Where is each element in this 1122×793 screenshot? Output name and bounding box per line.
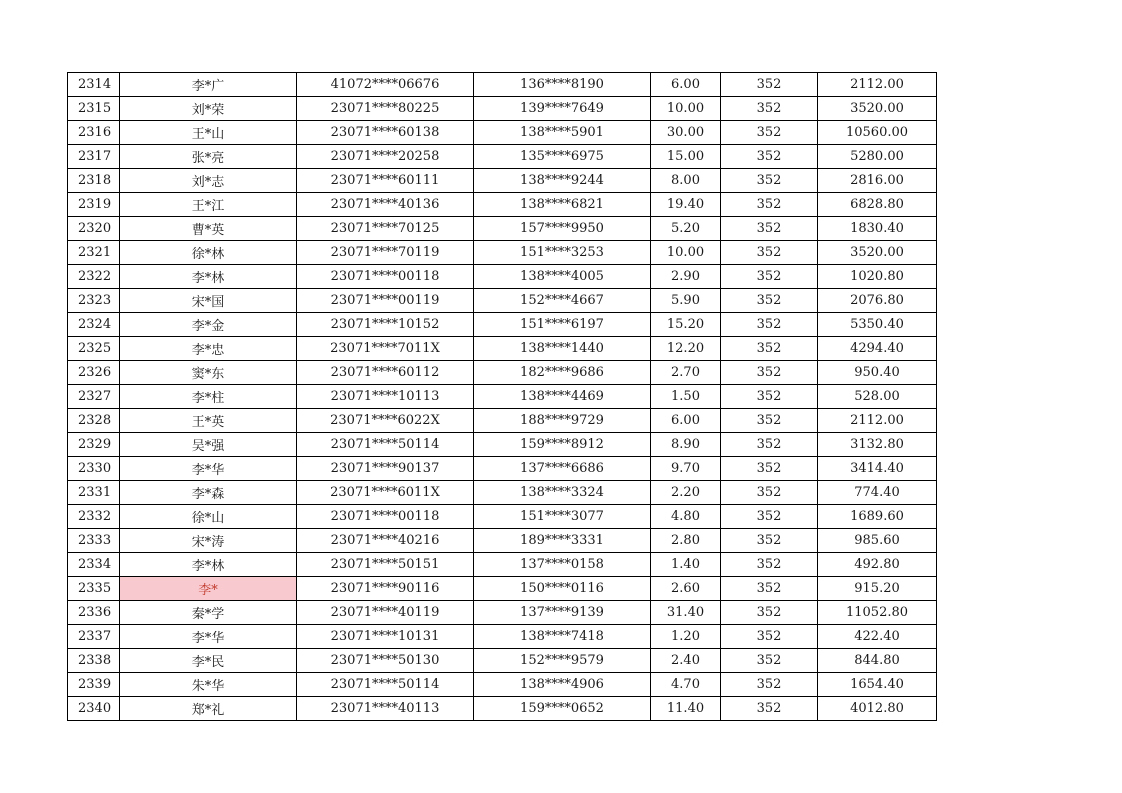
table-row: [68, 97, 937, 121]
table-row: [68, 241, 937, 265]
area-cell: 2.40: [651, 649, 721, 673]
id-number-cell: 23071****7011X: [297, 337, 474, 361]
amount-cell: 5350.40: [818, 313, 937, 337]
id-number-cell: 23071****80225: [297, 97, 474, 121]
name-cell: 李*柱: [120, 385, 297, 409]
area-cell: 2.90: [651, 265, 721, 289]
table-row: [68, 121, 937, 145]
id-number-cell: 23071****60112: [297, 361, 474, 385]
id-number-cell: 23071****70119: [297, 241, 474, 265]
name-cell: 曹*英: [120, 217, 297, 241]
amount-cell: 492.80: [818, 553, 937, 577]
table-row: [68, 577, 937, 601]
table-row: [68, 625, 937, 649]
row-number-cell: 2319: [68, 193, 120, 217]
id-number-cell: 23071****40136: [297, 193, 474, 217]
rate-cell: 352: [721, 193, 818, 217]
amount-cell: 985.60: [818, 529, 937, 553]
table-row: [68, 409, 937, 433]
amount-cell: 2112.00: [818, 73, 937, 97]
phone-cell: 138****4906: [474, 673, 651, 697]
phone-cell: 138****4469: [474, 385, 651, 409]
phone-cell: 138****3324: [474, 481, 651, 505]
table-row: [68, 481, 937, 505]
area-cell: 1.20: [651, 625, 721, 649]
row-number-cell: 2332: [68, 505, 120, 529]
rate-cell: 352: [721, 169, 818, 193]
row-number-cell: 2314: [68, 73, 120, 97]
table-row: [68, 697, 937, 721]
rate-cell: 352: [721, 625, 818, 649]
amount-cell: 2112.00: [818, 409, 937, 433]
table-row: [68, 457, 937, 481]
id-number-cell: 23071****10113: [297, 385, 474, 409]
id-number-cell: 23071****60111: [297, 169, 474, 193]
amount-cell: 2816.00: [818, 169, 937, 193]
row-number-cell: 2334: [68, 553, 120, 577]
phone-cell: 137****9139: [474, 601, 651, 625]
row-number-cell: 2338: [68, 649, 120, 673]
phone-cell: 152****4667: [474, 289, 651, 313]
name-cell: 李*华: [120, 625, 297, 649]
name-cell: 郑*礼: [120, 697, 297, 721]
rate-cell: 352: [721, 241, 818, 265]
id-number-cell: 23071****40119: [297, 601, 474, 625]
rate-cell: 352: [721, 289, 818, 313]
row-number-cell: 2326: [68, 361, 120, 385]
area-cell: 15.00: [651, 145, 721, 169]
id-number-cell: 23071****6022X: [297, 409, 474, 433]
name-cell: 李*: [120, 577, 297, 601]
rate-cell: 352: [721, 457, 818, 481]
amount-cell: 1689.60: [818, 505, 937, 529]
rate-cell: 352: [721, 481, 818, 505]
amount-cell: 1830.40: [818, 217, 937, 241]
name-cell: 宋*涛: [120, 529, 297, 553]
row-number-cell: 2337: [68, 625, 120, 649]
rate-cell: 352: [721, 97, 818, 121]
area-cell: 1.50: [651, 385, 721, 409]
table-row: [68, 265, 937, 289]
phone-cell: 138****7418: [474, 625, 651, 649]
amount-cell: 11052.80: [818, 601, 937, 625]
id-number-cell: 23071****50130: [297, 649, 474, 673]
amount-cell: 1654.40: [818, 673, 937, 697]
row-number-cell: 2336: [68, 601, 120, 625]
rate-cell: 352: [721, 73, 818, 97]
phone-cell: 188****9729: [474, 409, 651, 433]
rate-cell: 352: [721, 385, 818, 409]
table-body: [68, 73, 937, 721]
area-cell: 2.20: [651, 481, 721, 505]
phone-cell: 138****4005: [474, 265, 651, 289]
rate-cell: 352: [721, 673, 818, 697]
table-row: [68, 313, 937, 337]
id-number-cell: 23071****60138: [297, 121, 474, 145]
row-number-cell: 2324: [68, 313, 120, 337]
amount-cell: 1020.80: [818, 265, 937, 289]
row-number-cell: 2321: [68, 241, 120, 265]
name-cell: 李*忠: [120, 337, 297, 361]
row-number-cell: 2340: [68, 697, 120, 721]
row-number-cell: 2328: [68, 409, 120, 433]
id-number-cell: 23071****90116: [297, 577, 474, 601]
amount-cell: 915.20: [818, 577, 937, 601]
table-row: [68, 649, 937, 673]
phone-cell: 138****1440: [474, 337, 651, 361]
rate-cell: 352: [721, 337, 818, 361]
data-table: [67, 72, 937, 721]
area-cell: 31.40: [651, 601, 721, 625]
phone-cell: 150****0116: [474, 577, 651, 601]
phone-cell: 159****0652: [474, 697, 651, 721]
row-number-cell: 2322: [68, 265, 120, 289]
area-cell: 5.20: [651, 217, 721, 241]
table-row: [68, 193, 937, 217]
amount-cell: 950.40: [818, 361, 937, 385]
amount-cell: 3414.40: [818, 457, 937, 481]
name-cell: 吴*强: [120, 433, 297, 457]
phone-cell: 138****6821: [474, 193, 651, 217]
id-number-cell: 23071****50151: [297, 553, 474, 577]
id-number-cell: 23071****20258: [297, 145, 474, 169]
name-cell: 秦*学: [120, 601, 297, 625]
amount-cell: 10560.00: [818, 121, 937, 145]
area-cell: 15.20: [651, 313, 721, 337]
rate-cell: 352: [721, 145, 818, 169]
name-cell: 宋*国: [120, 289, 297, 313]
rate-cell: 352: [721, 553, 818, 577]
phone-cell: 137****6686: [474, 457, 651, 481]
name-cell: 李*广: [120, 73, 297, 97]
amount-cell: 6828.80: [818, 193, 937, 217]
id-number-cell: 23071****40113: [297, 697, 474, 721]
row-number-cell: 2317: [68, 145, 120, 169]
id-number-cell: 23071****10131: [297, 625, 474, 649]
phone-cell: 159****8912: [474, 433, 651, 457]
area-cell: 8.90: [651, 433, 721, 457]
table-row: [68, 505, 937, 529]
amount-cell: 5280.00: [818, 145, 937, 169]
rate-cell: 352: [721, 121, 818, 145]
id-number-cell: 23071****6011X: [297, 481, 474, 505]
rate-cell: 352: [721, 217, 818, 241]
area-cell: 10.00: [651, 241, 721, 265]
phone-cell: 151****3077: [474, 505, 651, 529]
phone-cell: 137****0158: [474, 553, 651, 577]
area-cell: 4.80: [651, 505, 721, 529]
phone-cell: 182****9686: [474, 361, 651, 385]
name-cell: 朱*华: [120, 673, 297, 697]
table-row: [68, 145, 937, 169]
area-cell: 8.00: [651, 169, 721, 193]
row-number-cell: 2333: [68, 529, 120, 553]
area-cell: 30.00: [651, 121, 721, 145]
row-number-cell: 2335: [68, 577, 120, 601]
name-cell: 李*林: [120, 553, 297, 577]
area-cell: 19.40: [651, 193, 721, 217]
table-row: [68, 601, 937, 625]
table-row: [68, 361, 937, 385]
name-cell: 刘*荣: [120, 97, 297, 121]
id-number-cell: 23071****90137: [297, 457, 474, 481]
rate-cell: 352: [721, 265, 818, 289]
area-cell: 2.60: [651, 577, 721, 601]
id-number-cell: 23071****50114: [297, 433, 474, 457]
amount-cell: 3520.00: [818, 97, 937, 121]
name-cell: 刘*志: [120, 169, 297, 193]
id-number-cell: 23071****00119: [297, 289, 474, 313]
rate-cell: 352: [721, 649, 818, 673]
name-cell: 窦*东: [120, 361, 297, 385]
amount-cell: 528.00: [818, 385, 937, 409]
name-cell: 李*森: [120, 481, 297, 505]
row-number-cell: 2330: [68, 457, 120, 481]
area-cell: 4.70: [651, 673, 721, 697]
table-row: [68, 385, 937, 409]
id-number-cell: 23071****50114: [297, 673, 474, 697]
area-cell: 12.20: [651, 337, 721, 361]
area-cell: 6.00: [651, 73, 721, 97]
name-cell: 徐*林: [120, 241, 297, 265]
name-cell: 王*英: [120, 409, 297, 433]
phone-cell: 157****9950: [474, 217, 651, 241]
name-cell: 张*亮: [120, 145, 297, 169]
amount-cell: 422.40: [818, 625, 937, 649]
phone-cell: 139****7649: [474, 97, 651, 121]
row-number-cell: 2320: [68, 217, 120, 241]
row-number-cell: 2339: [68, 673, 120, 697]
area-cell: 11.40: [651, 697, 721, 721]
name-cell: 李*华: [120, 457, 297, 481]
id-number-cell: 23071****10152: [297, 313, 474, 337]
row-number-cell: 2323: [68, 289, 120, 313]
table-row: [68, 337, 937, 361]
phone-cell: 152****9579: [474, 649, 651, 673]
id-number-cell: 23071****00118: [297, 265, 474, 289]
id-number-cell: 41072****06676: [297, 73, 474, 97]
rate-cell: 352: [721, 409, 818, 433]
table-row: [68, 217, 937, 241]
area-cell: 9.70: [651, 457, 721, 481]
row-number-cell: 2331: [68, 481, 120, 505]
phone-cell: 151****6197: [474, 313, 651, 337]
area-cell: 1.40: [651, 553, 721, 577]
amount-cell: 4294.40: [818, 337, 937, 361]
amount-cell: 4012.80: [818, 697, 937, 721]
phone-cell: 138****5901: [474, 121, 651, 145]
amount-cell: 3520.00: [818, 241, 937, 265]
id-number-cell: 23071****40216: [297, 529, 474, 553]
table-row: [68, 673, 937, 697]
name-cell: 李*民: [120, 649, 297, 673]
rate-cell: 352: [721, 505, 818, 529]
rate-cell: 352: [721, 529, 818, 553]
area-cell: 2.70: [651, 361, 721, 385]
phone-cell: 189****3331: [474, 529, 651, 553]
amount-cell: 2076.80: [818, 289, 937, 313]
name-cell: 王*江: [120, 193, 297, 217]
table-row: [68, 289, 937, 313]
table-row: [68, 169, 937, 193]
phone-cell: 138****9244: [474, 169, 651, 193]
area-cell: 6.00: [651, 409, 721, 433]
phone-cell: 136****8190: [474, 73, 651, 97]
row-number-cell: 2327: [68, 385, 120, 409]
rate-cell: 352: [721, 433, 818, 457]
name-cell: 王*山: [120, 121, 297, 145]
rate-cell: 352: [721, 697, 818, 721]
id-number-cell: 23071****00118: [297, 505, 474, 529]
id-number-cell: 23071****70125: [297, 217, 474, 241]
phone-cell: 135****6975: [474, 145, 651, 169]
amount-cell: 774.40: [818, 481, 937, 505]
table-row: [68, 433, 937, 457]
name-cell: 李*金: [120, 313, 297, 337]
row-number-cell: 2325: [68, 337, 120, 361]
rate-cell: 352: [721, 601, 818, 625]
phone-cell: 151****3253: [474, 241, 651, 265]
row-number-cell: 2315: [68, 97, 120, 121]
amount-cell: 3132.80: [818, 433, 937, 457]
row-number-cell: 2318: [68, 169, 120, 193]
area-cell: 5.90: [651, 289, 721, 313]
table-row: [68, 529, 937, 553]
name-cell: 徐*山: [120, 505, 297, 529]
table-row: [68, 553, 937, 577]
amount-cell: 844.80: [818, 649, 937, 673]
rate-cell: 352: [721, 577, 818, 601]
area-cell: 2.80: [651, 529, 721, 553]
area-cell: 10.00: [651, 97, 721, 121]
name-cell: 李*林: [120, 265, 297, 289]
rate-cell: 352: [721, 361, 818, 385]
table-row: [68, 73, 937, 97]
row-number-cell: 2316: [68, 121, 120, 145]
row-number-cell: 2329: [68, 433, 120, 457]
rate-cell: 352: [721, 313, 818, 337]
